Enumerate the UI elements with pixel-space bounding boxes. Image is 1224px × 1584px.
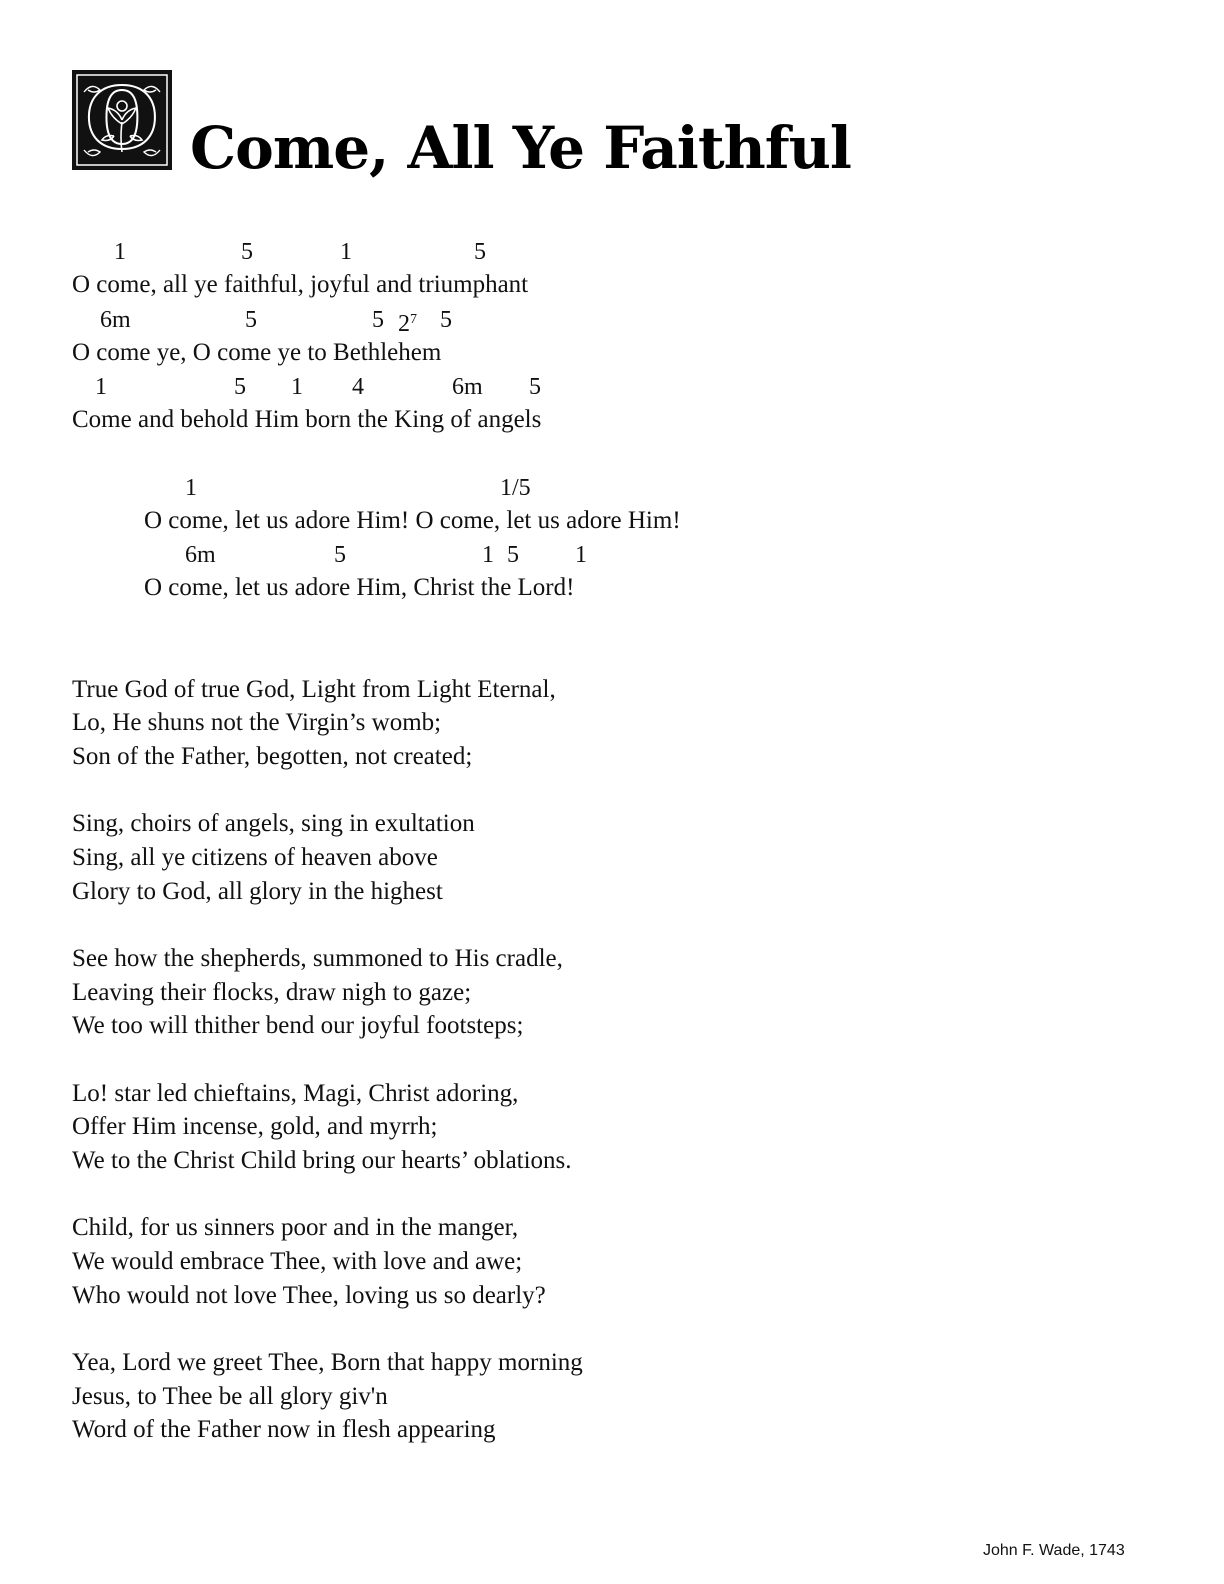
lyric-line: True God of true God, Light from Light Eternal, [72,676,556,703]
drop-cap-illuminated-letter [72,70,172,170]
chord: 5 [334,542,346,568]
lyric-line: Lo, He shuns not the Virgin’s womb; [72,709,442,736]
lyric-line: O come ye, O come ye to Bethlehem [72,339,442,366]
lyric-line: Offer Him incense, gold, and myrrh; [72,1113,438,1140]
chord: 5 [474,239,486,265]
lyric-line: Child, for us sinners poor and in the manger, [72,1214,519,1241]
chord [398,305,417,335]
chord-extension: 7 [410,312,417,327]
chord: 4 [352,374,364,400]
chord: 1 [114,239,126,265]
chord-root: 2 [398,311,410,337]
lyric-line: Come and behold Him born the King of angels [72,406,542,433]
chord: 5 [245,307,257,333]
lyric-line: We would embrace Thee, with love and awe; [72,1248,523,1275]
chord: 1 [185,475,197,501]
chord: 6m [185,542,216,568]
lyric-line: Son of the Father, begotten, not created; [72,743,473,770]
lyric-line: Jesus, to Thee be all glory giv'n [72,1383,388,1410]
chord: 6m [100,307,131,333]
lyric-line: O come, all ye faithful, joyful and triumphant [72,271,529,298]
chord: 5 [440,307,452,333]
author-credit: John F. Wade, 1743 [983,1542,1125,1559]
drop-cap-letter: O [85,72,159,168]
song-title: Come, All Ye Faithful [190,114,851,182]
chord: 5 [372,307,384,333]
chord: 1 [340,239,352,265]
lyric-line: Glory to God, all glory in the highest [72,878,443,905]
floral-ornament-icon [74,72,170,168]
lyric-line: Yea, Lord we greet Thee, Born that happy morning [72,1349,583,1376]
chord: 1/5 [500,475,531,501]
lyric-line: O come, let us adore Him, Christ the Lord! [144,574,575,601]
lyric-line: We too will thither bend our joyful footsteps; [72,1012,524,1039]
chord: 5 [507,542,519,568]
chord: 1 [95,374,107,400]
chord: 1 [575,542,587,568]
lyric-line: O come, let us adore Him! O come, let us adore Him! [144,507,681,534]
lyric-line: Who would not love Thee, loving us so dearly? [72,1282,546,1309]
chord: 5 [234,374,246,400]
lyric-line: Word of the Father now in flesh appearing [72,1416,496,1443]
lyric-line: Lo! star led chieftains, Magi, Christ adoring, [72,1080,519,1107]
chord: 6m [452,374,483,400]
lyric-line: Sing, all ye citizens of heaven above [72,844,438,871]
chord: 5 [241,239,253,265]
chord: 1 [291,374,303,400]
chord: 5 [529,374,541,400]
lyric-line: Sing, choirs of angels, sing in exultation [72,810,475,837]
lyric-line: We to the Christ Child bring our hearts’ oblations. [72,1147,572,1174]
lyric-line: Leaving their flocks, draw nigh to gaze; [72,979,472,1006]
lyric-line: See how the shepherds, summoned to His cradle, [72,945,563,972]
chord: 1 [482,542,494,568]
